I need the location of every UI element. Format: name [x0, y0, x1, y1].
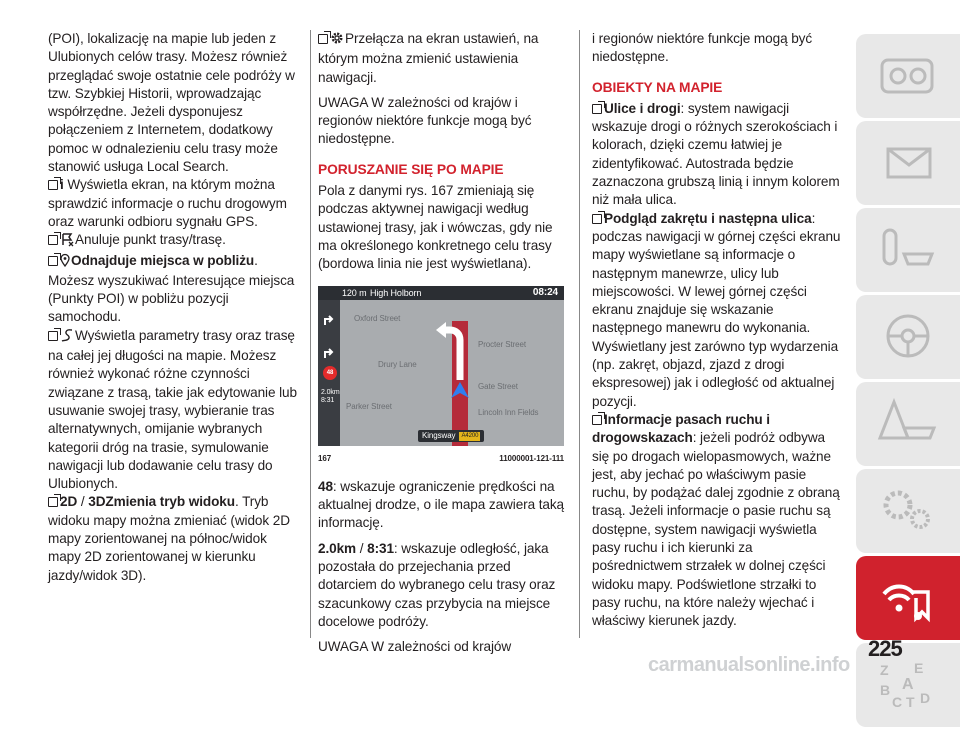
text-column-3 [592, 30, 844, 631]
gear-car-icon [878, 485, 938, 535]
view-2d-label: 2D [60, 494, 78, 510]
cancel-text: Anuluje punkt trasy/trasę. [75, 232, 226, 248]
svg-text:Z: Z [880, 662, 889, 678]
distance-label: 2.0km [318, 540, 357, 556]
note-continued: i regionów niektóre funkcje mogą być niedostępne. [592, 31, 813, 65]
item-speed [318, 478, 566, 533]
nav-bottom-bar [418, 430, 484, 442]
bullet-icon [592, 415, 602, 425]
info-label: i [60, 177, 64, 193]
streets-text: : system nawigacji wskazuje drogi o różnych szerokościach i kolorach, dzięki czemu łatwiej je zidentyfikować. Autostrada będzie zaznaczona grubszą linią i innym kolorem niż mała ulica. [592, 100, 840, 208]
map-label: Drury Lane [378, 359, 417, 369]
eta-panel [321, 389, 340, 405]
bullet-icon [592, 214, 602, 224]
paragraph-poi: (POI), lokalizację na mapie lub jeden z Ulubionych celów trasy. Możesz również przeglądać swoje ostatnie cele podróży w tzw. Szybkiej Historii, wprowadzając współrzędne. Jeżeli dysponujesz połączeniem z Internetem, dodatkowy pomoc w odnalezieniu celu trasy może stanowić usługa Local Search. [48, 31, 295, 175]
nav-clock: 08:24 [532, 286, 558, 298]
alphabet-index-icon [878, 659, 938, 709]
map-label: Procter Street [478, 339, 526, 349]
figure-caption [318, 450, 564, 468]
column-divider [310, 30, 311, 638]
preview-text: : podczas nawigacji w górnej części ekranu mapy wyświetlane są informacje o następnym manewrze, ulicy lub miejscowości. W lewej górnej części ekranu znajduje się wskazanie następnego manewru do wykonania. Wyświetlany jest zarówno typ wydarzenia (np. zakręt, objazd, zjazd z drogi ekspresowej) jak i odległość od aktualnej pozycji. [592, 210, 841, 409]
note-2: UWAGA W zależności od krajów [318, 639, 512, 655]
nav-distance: 120 m [342, 287, 367, 298]
view-text: Tryb widoku mapy można zmieniać (widok 2D mapy zorientowanej na północ/widok mapy 2D zorientowanej w kierunku jazdy/widok 3D). [48, 494, 290, 583]
bottom-street: Kingsway [422, 430, 456, 440]
chapter-tab-maintenance[interactable] [856, 469, 960, 553]
page-number: 225 [868, 636, 902, 661]
item-cancel [48, 231, 298, 251]
road-number-badge: A4200 [461, 432, 479, 439]
bullet-icon [318, 34, 328, 44]
item-distance [318, 540, 566, 631]
figure-code: 11000001-121-111 [499, 453, 564, 463]
column-divider [579, 30, 580, 638]
navigation-screenshot [318, 286, 564, 446]
item-streets [592, 100, 844, 210]
distance-separator: / [359, 540, 364, 556]
bullet-icon [48, 256, 58, 266]
bullet-icon [48, 497, 58, 507]
watermark: carmanualsonline.info [648, 654, 850, 676]
multimedia-icon [878, 572, 938, 628]
speed-label: 48 [318, 478, 333, 494]
route-text: Wyświetla parametry trasy oraz trasę na całej jej długości na mapie. Możesz również wykonać różne czynności związane z trasą, takie jak edytowanie lub usuwanie swojej trasy, wybieranie tras alternatywnych, omijanie wybranych kategorii dróg na trasie, symulowanie nawigacji lub dodawanie celu trasy do Ulubionych. [48, 327, 297, 492]
preview-label: Podgląd zakrętu i następna ulica [604, 210, 812, 226]
map-pin-icon [60, 254, 70, 272]
bullet-icon [48, 331, 58, 341]
car-dashboard-icon [878, 50, 938, 100]
chapter-tab-driving[interactable] [856, 295, 960, 379]
map-label: Oxford Street [354, 313, 401, 323]
view-separator: / [80, 494, 85, 510]
mail-car-icon [878, 137, 938, 187]
text-column-1 [48, 30, 298, 585]
distance-text: : wskazuje odległość, jaka pozostała do przejechania przed dotarciem do wybranego celu trasy oraz szacunkowy czas przybycia na miejsce docelowe podróży. [318, 540, 556, 629]
item-nearby: Odnajduje miejsca w pobliżu. Możesz wyszukiwać Interesujące miejsca (Punkty POI) w pobliżu pozycji samochodu. [48, 252, 295, 325]
bullet-icon [592, 104, 602, 114]
chapter-tab-messages[interactable] [856, 121, 960, 205]
eta-time: 8:31 [321, 396, 335, 404]
bullet-icon [48, 235, 58, 245]
bullet-icon [48, 180, 58, 190]
turn-arrow-icon [322, 345, 336, 359]
section-heading-map-objects: OBIEKTY NA MAPIE [592, 79, 723, 95]
svg-text:B: B [880, 682, 891, 698]
chapter-tab-emergency[interactable] [856, 382, 960, 466]
turn-guide-arrow-icon [436, 320, 476, 380]
figure-number: 167 [318, 453, 332, 463]
view-3d-label: 3DZmienia tryb widoku [88, 494, 235, 510]
speed-limit-badge: 48 [323, 366, 337, 380]
text-column-2 [318, 30, 566, 657]
item-info [48, 176, 298, 231]
chapter-tab-multimedia[interactable] [856, 556, 960, 640]
time-label: 8:31 [367, 540, 394, 556]
nearby-text: Możesz wyszukiwać Interesujące miejsca (Punkty POI) w pobliżu pozycji samochodu. [48, 272, 295, 325]
gear-icon [330, 31, 344, 50]
svg-text:E: E [914, 660, 924, 676]
warning-car-icon [878, 398, 938, 448]
item-settings [318, 30, 566, 87]
svg-text:C: C [892, 694, 903, 710]
nav-top-bar [318, 286, 564, 300]
map-label: Parker Street [346, 401, 392, 411]
speed-text: : wskazuje ograniczenie prędkości na aktualnej drodze, o ile mapa zawiera taką informację. [318, 478, 565, 531]
svg-text:A: A [902, 676, 914, 693]
nearby-label: Odnajduje miejsca w pobliżu [71, 252, 255, 268]
moving-text: Pola z danymi rys. 167 zmieniają się podczas aktywnej nawigacji według ustawionej trasy, jak i wówczas, gdy nie ma określonego konkretnego celu trasy (bordowa linia nie jest wyświetlana). [318, 183, 553, 272]
item-lanes [592, 411, 844, 631]
lanes-label: Informacje pasach ruchu i drogowskazach [592, 411, 770, 446]
item-view-mode: 2D / 3DZmienia tryb widoku. Tryb widoku mapy można zmieniać (widok 2D mapy zorientowanej na północ/widok mapy 2D zorientowanej w kierunku jazdy/widok 3D). [48, 494, 290, 583]
flag-cancel-icon [60, 233, 74, 251]
eta-distance: 2.0km [321, 388, 340, 396]
turn-right-arrow-icon [322, 312, 336, 326]
route-icon [60, 329, 74, 347]
nav-street: High Holborn [370, 287, 422, 298]
vehicle-position-icon [451, 382, 469, 398]
map-label: Lincoln Inn Fields [478, 407, 539, 417]
settings-text: Przełącza na ekran ustawień, na którym można zmienić ustawienia nawigacji. [318, 31, 539, 85]
key-car-icon [878, 224, 938, 274]
chapter-tab-keys[interactable] [856, 208, 960, 292]
item-route [48, 327, 298, 494]
lanes-text: : jeżeli podróż odbywa się po drogach wielopasmowych, ważne jest, aby jechać po właściwym pasie ruchu, by podążać dalej zgodnie z obraną trasą. Jeżeli informacje o pasie ruchu są dostępne, system nawigacji wyświetla pasy ruchu i ich kierunki za pośrednictwem strzałek w dolnej części widoku mapy. Podświetlone strzałki to pasy ruchu, na które należy wjechać i właściwy kierunek jazdy. [592, 430, 840, 629]
chapter-tab-dashboard[interactable] [856, 34, 960, 118]
info-text: Wyświetla ekran, na którym można sprawdzić informacje o ruchu drogowym oraz warunki odbioru sygnału GPS. [48, 177, 287, 229]
note-1: UWAGA W zależności od krajów i regionów niektóre funkcje mogą być niedostępne. [318, 94, 532, 147]
svg-text:D: D [920, 690, 931, 706]
streets-label: Ulice i drogi [604, 100, 681, 116]
item-preview [592, 210, 844, 411]
map-label: Gate Street [478, 381, 518, 391]
chapter-index-rail [856, 34, 960, 730]
section-heading-map-moving: PORUSZANIE SIĘ PO MAPIE [318, 161, 504, 177]
svg-text:T: T [906, 694, 915, 710]
steering-wheel-icon [878, 311, 938, 361]
